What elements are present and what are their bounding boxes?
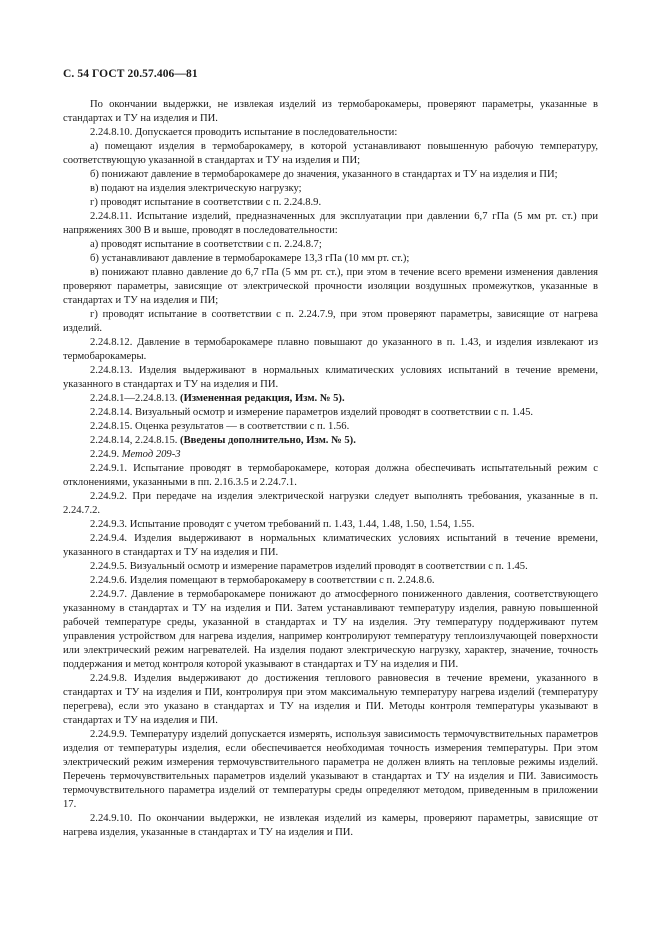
paragraph: 2.24.8.13. Изделия выдерживают в нормальных климатических условиях испытаний в течение времени, указанного в стандартах и ТУ на изделия и ПИ. <box>63 365 598 390</box>
list-item: г) проводят испытание в соответствии с п. 2.24.7.9, при этом проверяют параметры, зависящие от нагрева изделий. <box>63 309 598 334</box>
paragraph: 2.24.9.10. По окончании выдержки, не извлекая изделий из камеры, проверяют параметры, зависящие от нагрева изделия, указанные в стандартах и ТУ на изделия и ПИ. <box>63 813 598 838</box>
paragraph: 2.24.9.8. Изделия выдерживают до достижения теплового равновесия в течение времени, указанного в стандартах и ТУ на изделия и ПИ, контролируя при этом максимальную температуру нагрева изделий (температуру перегрева), если это указано в стандартах и ТУ на изделия и ПИ. Методы контроля температуры указывают в стандартах и ТУ на изделия и ПИ. <box>63 673 598 726</box>
amendment-note <box>63 392 598 406</box>
amendment-note <box>63 434 598 448</box>
paragraph: 2.24.9.4. Изделия выдерживают в нормальных климатических условиях испытаний в течение времени, указанного в стандартах и ТУ на изделия и ПИ. <box>63 533 598 558</box>
list-item: в) понижают плавно давление до 6,7 гПа (5 мм рт. ст.), при этом в течение всего времени изменения давления проверяют параметры, зависящие от электрической прочности изоляции воздушных промежутков, указанные в стандартах и ТУ на изделия и ПИ; <box>63 267 598 306</box>
section-number: 2.24.9. <box>90 449 122 460</box>
paragraph: 2.24.8.15. Оценка результатов — в соответствии с п. 1.56. <box>90 421 350 432</box>
amendment-ref: 2.24.8.1—2.24.8.13. <box>90 393 181 404</box>
list-item: б) понижают давление в термобарокамере до значения, указанного в стандартах и ТУ на изделия и ПИ; <box>90 169 558 180</box>
paragraph: 2.24.8.14. Визуальный осмотр и измерение параметров изделий проводят в соответствии с п. 1.45. <box>90 407 534 418</box>
paragraph: 2.24.9.9. Температуру изделий допускается измерять, используя зависимость термочувствительных параметров изделия от температуры изделия, если обеспечивается необходимая точность измерения температуры. При этом электрический режим измерения термочувствительного параметра не должен влиять на тепловые режимы изделий. Перечень термочувствительных параметров изделий указывают в стандартах и ТУ на изделия и ПИ. Зависимость термочувствительного параметра изделий от температуры среды определяют методом, приведенным в приложении 17. <box>63 729 598 810</box>
section-heading <box>63 448 598 462</box>
amendment-ref: 2.24.8.14, 2.24.8.15. <box>90 435 181 446</box>
list-item: а) проводят испытание в соответствии с п. 2.24.8.7; <box>90 239 322 250</box>
amendment-label: (Измененная редакция, Изм. № 5). <box>180 393 345 404</box>
section-title: Метод 209-3 <box>121 449 181 460</box>
paragraph: 2.24.8.12. Давление в термобарокамере плавно повышают до указанного в п. 1.43, и изделия извлекают из термобарокамеры. <box>63 337 598 362</box>
page-header: С. 54 ГОСТ 20.57.406—81 <box>63 68 198 80</box>
paragraph: 2.24.8.11. Испытание изделий, предназначенных для эксплуатации при давлении 6,7 гПа (5 мм рт. ст.) при напряжениях 300 В и выше, проводят в последовательности: <box>63 211 598 236</box>
amendment-label: (Введены дополнительно, Изм. № 5). <box>180 435 356 446</box>
paragraph: 2.24.9.7. Давление в термобарокамере понижают до атмосферного пониженного давления, соответствующего указанному в стандартах и ТУ на изделия и ПИ. Затем устанавливают температуру изделия, равную повышенной рабочей температуре среды, указанной в стандартах и ТУ на изделия. Эту температуру поддерживают путем управления устройством для нагрева изделия, например контролируют температуру теплоизлучающей поверхности или электрический режим нагревателей. На изделия подают электрическую нагрузку, характер, значение, точность поддержания и метод контроля которой указывают в стандартах и ТУ на изделия и ПИ. <box>63 589 598 670</box>
list-item: б) устанавливают давление в термобарокамере 13,3 гПа (10 мм рт. ст.); <box>90 253 410 264</box>
paragraph: 2.24.9.1. Испытание проводят в термобарокамере, которая должна обеспечивать испытательный режим с отклонениями, указанными в пп. 2.16.3.5 и 2.24.7.1. <box>63 463 598 488</box>
list-item: г) проводят испытание в соответствии с п. 2.24.8.9. <box>90 197 322 208</box>
paragraph: 2.24.9.3. Испытание проводят с учетом требований п. 1.43, 1.44, 1.48, 1.50, 1.54, 1.55. <box>90 519 475 530</box>
document-body <box>63 98 598 840</box>
list-item: в) подают на изделия электрическую нагрузку; <box>90 183 302 194</box>
paragraph: 2.24.9.5. Визуальный осмотр и измерение параметров изделий проводят в соответствии с п. 1.45. <box>90 561 528 572</box>
list-item: а) помещают изделия в термобарокамеру, в которой устанавливают повышенную рабочую температуру, соответствующую указанной в стандартах и ТУ на изделия и ПИ; <box>63 141 598 166</box>
paragraph: По окончании выдержки, не извлекая изделий из термобарокамеры, проверяют параметры, указанные в стандартах и ТУ на изделия и ПИ. <box>63 99 598 124</box>
paragraph: 2.24.9.6. Изделия помещают в термобарокамеру в соответствии с п. 2.24.8.6. <box>90 575 435 586</box>
paragraph: 2.24.9.2. При передаче на изделия электрической нагрузки следует выполнять требования, указанные в п. 2.24.7.2. <box>63 491 598 516</box>
paragraph: 2.24.8.10. Допускается проводить испытание в последовательности: <box>90 127 398 138</box>
